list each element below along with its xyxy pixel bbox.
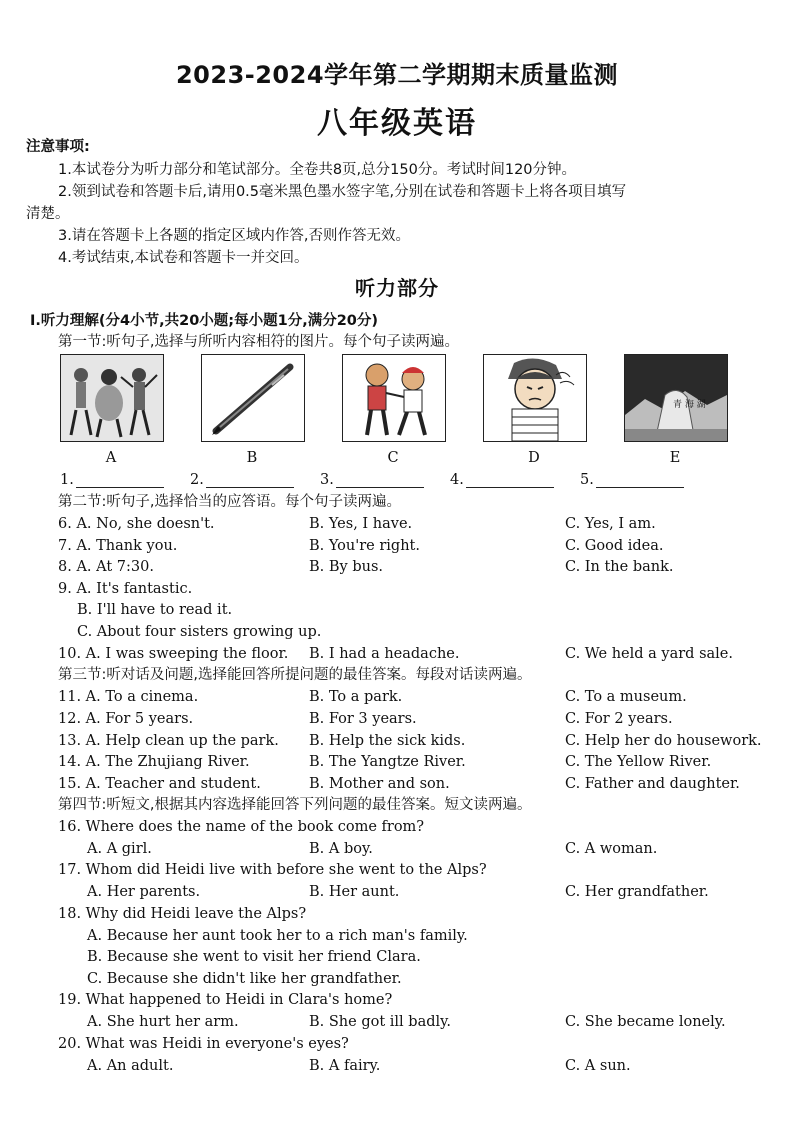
picture-label: A	[105, 450, 117, 466]
q20-b: B. A fairy.	[309, 1058, 381, 1074]
picture-c	[342, 354, 446, 442]
q11-a: 11. A. To a cinema.	[58, 689, 199, 705]
picture-d	[483, 354, 587, 442]
q12-a: 12. A. For 5 years.	[58, 711, 194, 727]
answer-blank[interactable]	[580, 472, 684, 488]
picture-label: D	[528, 450, 540, 466]
q6-c: C. Yes, I am.	[565, 516, 656, 532]
q9-a: 9. A. It's fantastic.	[58, 581, 193, 597]
q16-question: 16. Where does the name of the book come from?	[58, 819, 425, 835]
blank-number: 1.	[60, 472, 74, 488]
note-item: 4.考试结束,本试卷和答题卡一并交回。	[58, 250, 309, 266]
q13-c: C. Help her do housework.	[565, 733, 762, 749]
q11-b: B. To a park.	[309, 689, 403, 705]
q13-b: B. Help the sick kids.	[309, 733, 466, 749]
q8-b: B. By bus.	[309, 559, 384, 575]
picture-b	[201, 354, 305, 442]
q18-b: B. Because she went to visit her friend Clara.	[87, 949, 421, 965]
s1-instruction: 第一节:听句子,选择与所听内容相符的图片。每个句子读两遍。	[58, 334, 459, 350]
q8-a: 8. A. At 7:30.	[58, 559, 154, 575]
q18-a: A. Because her aunt took her to a rich man's family.	[87, 928, 468, 944]
blank-number: 4.	[450, 472, 464, 488]
q12-c: C. For 2 years.	[565, 711, 673, 727]
blank-number: 2.	[190, 472, 204, 488]
blank-number: 3.	[320, 472, 334, 488]
q7-c: C. Good idea.	[565, 538, 664, 554]
answer-blank[interactable]	[450, 472, 554, 488]
q7-b: B. You're right.	[309, 538, 420, 554]
notes-heading: 注意事项:	[26, 139, 90, 155]
q10-b: B. I had a headache.	[309, 646, 460, 662]
q16-a: A. A girl.	[87, 841, 152, 857]
q6-b: B. Yes, I have.	[309, 516, 413, 532]
q9-c: C. About four sisters growing up.	[77, 624, 322, 640]
note-item: 3.请在答题卡上各题的指定区域内作答,否则作答无效。	[58, 228, 410, 244]
q8-c: C. In the bank.	[565, 559, 674, 575]
part1-heading: Ⅰ.听力理解(分4小节,共20小题;每小题1分,满分20分)	[30, 313, 379, 329]
q20-c: C. A sun.	[565, 1058, 631, 1074]
note-item: 1.本试卷分为听力部分和笔试部分。全卷共8页,总分150分。考试时间120分钟。	[58, 162, 577, 178]
q16-b: B. A boy.	[309, 841, 373, 857]
q19-a: A. She hurt her arm.	[87, 1014, 239, 1030]
blank-number: 5.	[580, 472, 594, 488]
q11-c: C. To a museum.	[565, 689, 687, 705]
s2-instruction: 第二节:听句子,选择恰当的应答语。每个句子读两遍。	[58, 494, 401, 510]
answer-blank[interactable]	[60, 472, 164, 488]
note-item: 清楚。	[26, 206, 70, 222]
picture-label: C	[387, 450, 399, 466]
q15-b: B. Mother and son.	[309, 776, 450, 792]
exam-subtitle: 八年级英语	[317, 106, 477, 141]
q17-a: A. Her parents.	[87, 884, 201, 900]
q18-c: C. Because she didn't like her grandfather.	[87, 971, 402, 987]
q17-b: B. Her aunt.	[309, 884, 400, 900]
s3-instruction: 第三节:听对话及问题,选择能回答所提问题的最佳答案。每段对话读两遍。	[58, 667, 532, 683]
picture-e	[624, 354, 728, 442]
note-item: 2.领到试卷和答题卡后,请用0.5毫米黑色墨水签字笔,分别在试卷和答题卡上将各项目填写	[58, 184, 627, 200]
q7-a: 7. A. Thank you.	[58, 538, 178, 554]
lake-sign-text: 青 海 湖	[673, 400, 706, 410]
q9-b: B. I'll have to read it.	[77, 602, 233, 618]
q20-question: 20. What was Heidi in everyone's eyes?	[58, 1036, 349, 1052]
q14-b: B. The Yangtze River.	[309, 754, 466, 770]
q14-a: 14. A. The Zhujiang River.	[58, 754, 250, 770]
q19-c: C. She became lonely.	[565, 1014, 726, 1030]
q16-c: C. A woman.	[565, 841, 658, 857]
q17-c: C. Her grandfather.	[565, 884, 709, 900]
q15-c: C. Father and daughter.	[565, 776, 740, 792]
q14-c: C. The Yellow River.	[565, 754, 712, 770]
q20-a: A. An adult.	[87, 1058, 174, 1074]
section-title: 听力部分	[355, 276, 439, 300]
q10-c: C. We held a yard sale.	[565, 646, 733, 662]
q10-a: 10. A. I was sweeping the floor.	[58, 646, 289, 662]
q6-a: 6. A. No, she doesn't.	[58, 516, 215, 532]
s4-instruction: 第四节:听短文,根据其内容选择能回答下列问题的最佳答案。短文读两遍。	[58, 797, 532, 813]
q13-a: 13. A. Help clean up the park.	[58, 733, 279, 749]
q12-b: B. For 3 years.	[309, 711, 417, 727]
picture-a	[60, 354, 164, 442]
q18-question: 18. Why did Heidi leave the Alps?	[58, 906, 307, 922]
picture-label: E	[669, 450, 681, 466]
answer-blank[interactable]	[320, 472, 424, 488]
picture-label: B	[246, 450, 258, 466]
q19-b: B. She got ill badly.	[309, 1014, 452, 1030]
q17-question: 17. Whom did Heidi live with before she went to the Alps?	[58, 862, 487, 878]
exam-title: 2023-2024学年第二学期期末质量监测	[175, 61, 619, 89]
q15-a: 15. A. Teacher and student.	[58, 776, 261, 792]
q19-question: 19. What happened to Heidi in Clara's home?	[58, 992, 393, 1008]
answer-blank[interactable]	[190, 472, 294, 488]
